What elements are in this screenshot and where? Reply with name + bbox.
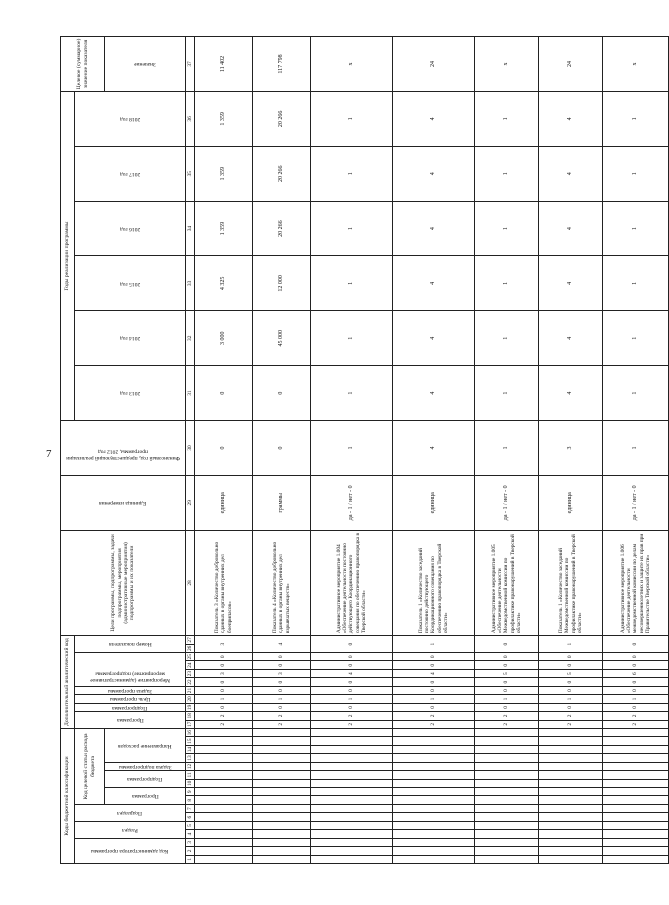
analytic-code-digit: 2 [311,712,393,720]
budget-code-cell [393,804,475,812]
admin-code-header: Код администратора программы [75,838,186,863]
year-value: 4 [393,311,475,366]
budget-code-cell [475,788,539,796]
year-value: 1 [311,91,393,146]
analytic-code-digit: 2 [539,712,603,720]
year-value: 1 359 [195,201,253,256]
budget-code-cell [603,729,669,737]
year-value: 1 [603,201,669,256]
analytic-code-digit: 0 [603,678,669,686]
analytic-code-digit: 1 [539,636,603,653]
column-numbers-row: 1 2 3 4 5 6 7 8 9 10 11 12 13 14 15 16 17 18 19 20 21 22 23 24 25 26 27 28 29 30 31 32 33 34 35 36 37 [186,37,195,864]
budget-code-cell [311,729,393,737]
analytic-code-digit: 0 [195,653,253,661]
subprog-header: Подпрограмма [75,703,186,711]
analytic-code-digit: 2 [603,720,669,728]
budget-code-cell [311,804,393,812]
budget-code-cell [539,855,603,863]
budget-code-cell [195,804,253,812]
analytic-code-digit: 0 [539,678,603,686]
year-value: 1 359 [195,91,253,146]
indicator-num-header: Номер показателя [75,636,186,653]
budget-code-cell [475,762,539,770]
year-value: 1 [311,256,393,311]
budget-code-cell [475,796,539,804]
budget-code-cell [311,813,393,821]
analytic-code-digit: 0 [393,653,475,661]
budget-code-cell [195,788,253,796]
table-row [311,37,393,864]
budget-code-cell [253,771,311,779]
analytic-code-digit: 0 [475,661,539,669]
budget-code-cell [603,830,669,838]
budget-code-cell [393,788,475,796]
analytic-code-digit: 0 [311,686,393,694]
analytic-code-digit: 0 [195,678,253,686]
budget-code-cell [475,838,539,846]
base-year-value: 3 [539,421,603,476]
years-header: Годы реализации программы [61,91,75,420]
year-value: 1 [603,146,669,201]
budget-code-cell [195,838,253,846]
analytic-code-digit: 0 [393,703,475,711]
base-year-value: 1 [311,421,393,476]
budget-code-cell [603,847,669,855]
year-value: 4 [393,366,475,421]
budget-code-cell [393,847,475,855]
analytic-code-digit: 2 [253,712,311,720]
analytic-code-digit: 0 [253,678,311,686]
budget-code-cell [539,771,603,779]
budget-code-cell [253,762,311,770]
year-value: 0 [195,366,253,421]
analytic-code-digit: 0 [603,653,669,661]
target-value: 11 402 [195,37,253,92]
budget-code-cell [195,813,253,821]
budget-code-cell [393,762,475,770]
prog-goal-header: Цель программы [75,695,186,703]
indicator-name: Показатель 4 «Количество добровольно сданных в органы внутренних дел взрывчатых веществ» [253,530,311,635]
unit-cell: да - 1 / нет - 0 [475,475,539,530]
value-header: Значение [105,37,186,92]
budget-code-cell [195,762,253,770]
budget-code-cell [539,847,603,855]
budget-code-cell [475,821,539,829]
year-value: 4 [539,311,603,366]
budget-code-cell [475,737,539,745]
year-value: 4 [539,201,603,256]
year-value: 4 [393,201,475,256]
budget-code-cell [311,771,393,779]
subsection-header: Подраздел [75,804,186,821]
budget-code-cell [253,804,311,812]
budget-code-cell [475,779,539,787]
budget-code-cell [475,813,539,821]
budget-code-cell [311,754,393,762]
budget-code-cell [253,821,311,829]
budget-code-cell [603,754,669,762]
analytic-code-digit: 2 [475,720,539,728]
base-year-value: 0 [195,421,253,476]
fin-year-header: Финансовый год, предшествующий реализации программы, 2012 год [61,421,186,476]
budget-code-cell [253,754,311,762]
budget-code-cell [393,821,475,829]
budget-code-cell [603,745,669,753]
budget-code-cell [195,729,253,737]
target-value: 24 [393,37,475,92]
year-value: 4 [393,256,475,311]
budget-code-cell [539,838,603,846]
budget-code-cell [195,855,253,863]
budget-code-cell [195,771,253,779]
analytic-code-digit: 2 [253,720,311,728]
year-value: 4 [539,366,603,421]
analytic-code-digit: 0 [475,686,539,694]
analytic-code-digit: 0 [195,661,253,669]
year-value: 4 [539,146,603,201]
budget-code-cell [475,847,539,855]
analytic-code-digit: 0 [539,661,603,669]
analytic-code-digit: 0 [393,678,475,686]
budget-code-cell [195,847,253,855]
budget-code-cell [253,796,311,804]
budget-code-cell [393,796,475,804]
year-value: 1 [603,366,669,421]
budget-code-cell [195,796,253,804]
year-value: 1 [603,91,669,146]
budget-code-cell [253,729,311,737]
indicator-name: Административное мероприятие 1.004 «Обеспечение деятельности постоянно действующего Координационного совещания по обеспечению правопорядка в Тверской области» [311,530,393,635]
target-item-header: Код целевой статьи расхода бюджета [75,729,105,805]
budget-code-cell [475,754,539,762]
analytic-code-digit: 2 [311,720,393,728]
target-value: х [603,37,669,92]
analytic-code-digit: 2 [539,720,603,728]
year-value: 12 000 [253,256,311,311]
budget-code-cell [311,821,393,829]
budget-code-cell [393,813,475,821]
budget-code-cell [195,821,253,829]
y2016-header: 2016 год [75,201,186,256]
analytic-code-digit: 4 [393,669,475,677]
budget-code-cell [539,821,603,829]
budget-code-cell [253,838,311,846]
budget-code-cell [603,813,669,821]
year-value: 1 [475,146,539,201]
budget-code-cell [475,830,539,838]
budget-code-cell [475,771,539,779]
budget-code-cell [195,745,253,753]
event-header: Мероприятие (административное мероприятие) подпрограммы [75,653,186,687]
budget-code-cell [195,754,253,762]
analytic-code-digit: 3 [253,669,311,677]
budget-code-cell [539,788,603,796]
year-value: 1 [603,311,669,366]
year-value: 20 266 [253,201,311,256]
budget-code-cell [253,745,311,753]
y2013-header: 2013 год [75,366,186,421]
indicator-name: Показатель 3 «Количество добровольно сданных в органы внутренних дел боеприпасов» [195,530,253,635]
year-value: 1 [475,311,539,366]
analytic-code-digit: 1 [475,695,539,703]
budget-code-cell [311,830,393,838]
analytic-code-digit: 2 [603,712,669,720]
budget-code-cell [311,796,393,804]
budget-code-cell [539,737,603,745]
table-row [195,37,253,864]
analytic-code-digit: 4 [253,636,311,653]
budget-code-cell [253,788,311,796]
budget-code-cell [539,813,603,821]
analytic-code-digit: 0 [311,661,393,669]
analytic-code-digit: 0 [253,703,311,711]
section-header: Раздел [75,821,186,838]
analytic-code-digit: 0 [393,661,475,669]
budget-code-cell [603,838,669,846]
year-value: 1 359 [195,146,253,201]
table-row [253,37,311,864]
year-value: 1 [311,146,393,201]
budget-code-cell [253,737,311,745]
budget-code-cell [393,779,475,787]
budget-code-cell [603,737,669,745]
year-value: 1 [603,256,669,311]
indicator-name: Показатель 1 «Количество заседаний постоянно действующего Координационного совещания по обеспечению правопорядка в Тверской области» [393,530,475,635]
year-value: 4 325 [195,256,253,311]
year-value: 1 [311,201,393,256]
analytic-code-digit: 0 [311,703,393,711]
analytic-code-digit: 0 [603,661,669,669]
budget-code-cell [539,779,603,787]
base-year-value: 0 [253,421,311,476]
year-value: 1 [311,366,393,421]
program-indicators-table [60,36,669,864]
analytic-code-digit: 0 [539,703,603,711]
analytic-code-digit: 2 [393,720,475,728]
analytic-code-digit: 2 [393,712,475,720]
goals-header: Цели программы, подпрограммы, задачи подпрограммы, мероприятия (административные мероприятия) подпрограммы и их показатели [61,530,186,635]
analytic-code-digit: 0 [475,678,539,686]
budget-code-cell [393,830,475,838]
analytic-code-digit: 0 [253,661,311,669]
analytic-code-digit: 1 [603,695,669,703]
budget-code-cell [311,788,393,796]
budget-code-cell [253,830,311,838]
analytic-code-digit: 0 [539,686,603,694]
analytic-code-digit: 0 [253,686,311,694]
analytic-code-digit: 4 [311,669,393,677]
program-code-header: Программа [105,788,186,805]
analytic-code-digit: 1 [393,636,475,653]
budget-code-cell [603,821,669,829]
budget-code-cell [539,745,603,753]
analytic-code-digit: 0 [195,686,253,694]
analytic-code-digit: 1 [393,695,475,703]
budget-code-cell [253,855,311,863]
y2014-header: 2014 год [75,311,186,366]
unit-cell: единица [195,475,253,530]
target-value: 117 798 [253,37,311,92]
budget-code-cell [475,855,539,863]
target-value: х [475,37,539,92]
analytic-code-digit: 3 [195,669,253,677]
budget-code-cell [393,737,475,745]
analytic-code-digit: 0 [311,636,393,653]
analytic-code-digit: 5 [475,669,539,677]
base-year-value: 4 [393,421,475,476]
year-value: 1 [475,366,539,421]
analytic-code-digit: 1 [253,695,311,703]
budget-code-cell [195,779,253,787]
task-subprogram-header: Задача подпрограммы [105,762,186,770]
page-number: 7 [46,448,52,460]
budget-code-cell [311,745,393,753]
budget-code-cell [311,847,393,855]
budget-code-cell [253,847,311,855]
rotated-table-container [60,36,651,864]
base-year-value: 1 [475,421,539,476]
budget-code-cell [539,804,603,812]
year-value: 20 266 [253,91,311,146]
budget-codes-header: Коды бюджетной классификации [61,729,75,864]
year-value: 1 [475,256,539,311]
budget-code-cell [539,754,603,762]
indicator-name: Административное мероприятие 1.006 «Обеспечение деятельности межведомственной комиссии по делам несовершеннолетних и защите их прав при Правительстве Тверской области» [603,530,669,635]
year-value: 45 000 [253,311,311,366]
analytic-code-digit: 0 [311,678,393,686]
budget-code-cell [311,779,393,787]
year-value: 3 000 [195,311,253,366]
expense-dir-header: Направление расходов [105,729,186,763]
unit-cell: единица [539,475,603,530]
year-value: 1 [475,201,539,256]
budget-code-cell [603,788,669,796]
year-value: 20 266 [253,146,311,201]
analytic-code-digit: 6 [603,669,669,677]
budget-code-cell [393,771,475,779]
year-value: 1 [311,311,393,366]
budget-code-cell [603,762,669,770]
analytic-code-digit: 0 [195,703,253,711]
year-value: 4 [539,256,603,311]
budget-code-cell [253,813,311,821]
analytic-code-digit: 0 [539,653,603,661]
analytic-code-digit: 2 [195,712,253,720]
indicator-name: Административное мероприятие 1.005 «Обеспечение деятельности Межведомственной комиссии по профилактике правонарушений в Тверской области» [475,530,539,635]
target-value: х [311,37,393,92]
analytic-code-digit: 0 [475,703,539,711]
target-value: 24 [539,37,603,92]
analytic-code-digit: 0 [475,636,539,653]
year-value: 4 [393,91,475,146]
budget-code-cell [311,838,393,846]
prog-header: Программа [75,712,186,729]
budget-code-cell [253,779,311,787]
budget-code-cell [311,762,393,770]
budget-code-cell [539,729,603,737]
budget-code-cell [603,779,669,787]
budget-code-cell [195,737,253,745]
budget-code-cell [311,855,393,863]
analytic-code-digit: 0 [253,653,311,661]
year-value: 0 [253,366,311,421]
year-value: 4 [393,146,475,201]
budget-code-cell [195,830,253,838]
budget-code-cell [311,737,393,745]
budget-code-cell [393,729,475,737]
base-year-value: 1 [603,421,669,476]
analytic-code-header: Дополнительный аналитический код [61,636,75,729]
budget-code-cell [539,796,603,804]
analytic-code-digit: 3 [195,636,253,653]
budget-code-cell [475,745,539,753]
year-value: 4 [539,91,603,146]
unit-cell: граммы [253,475,311,530]
year-value: 1 [475,91,539,146]
analytic-code-digit: 0 [603,636,669,653]
table-row [475,37,539,864]
analytic-code-digit: 2 [195,720,253,728]
analytic-code-digit: 0 [393,686,475,694]
budget-code-cell [393,745,475,753]
budget-code-cell [393,855,475,863]
analytic-code-digit: 0 [475,653,539,661]
target-header: Целевое (суммарное) значение показателя [61,37,105,92]
analytic-code-digit: 0 [603,703,669,711]
analytic-code-digit: 2 [475,712,539,720]
analytic-code-digit: 1 [311,695,393,703]
analytic-code-digit: 0 [311,653,393,661]
budget-code-cell [475,804,539,812]
y2015-header: 2015 год [75,256,186,311]
indicator-name: Показатель 1 «Количество заседаний Межведомственной комиссии по профилактике правонарушений в Тверской области» [539,530,603,635]
analytic-code-digit: 0 [603,686,669,694]
subprogram-code-header: Подпрограмма [105,771,186,788]
budget-code-cell [539,830,603,838]
budget-code-cell [539,762,603,770]
budget-code-cell [393,754,475,762]
unit-cell: да - 1 / нет - 0 [311,475,393,530]
budget-code-cell [603,804,669,812]
analytic-code-digit: 5 [539,669,603,677]
table-row [539,37,603,864]
budget-code-cell [475,729,539,737]
table-row [393,37,475,864]
unit-cell: да - 1 / нет - 0 [603,475,669,530]
table-row [603,37,669,864]
analytic-code-digit: 1 [539,695,603,703]
analytic-code-digit: 1 [195,695,253,703]
budget-code-cell [603,796,669,804]
y2017-header: 2017 год [75,146,186,201]
prog-task-header: Задача программы [75,686,186,694]
budget-code-cell [603,855,669,863]
budget-code-cell [603,771,669,779]
unit-cell: единица [393,475,475,530]
budget-code-cell [393,838,475,846]
y2018-header: 2018 год [75,91,186,146]
unit-header: Единица измерения [61,475,186,530]
